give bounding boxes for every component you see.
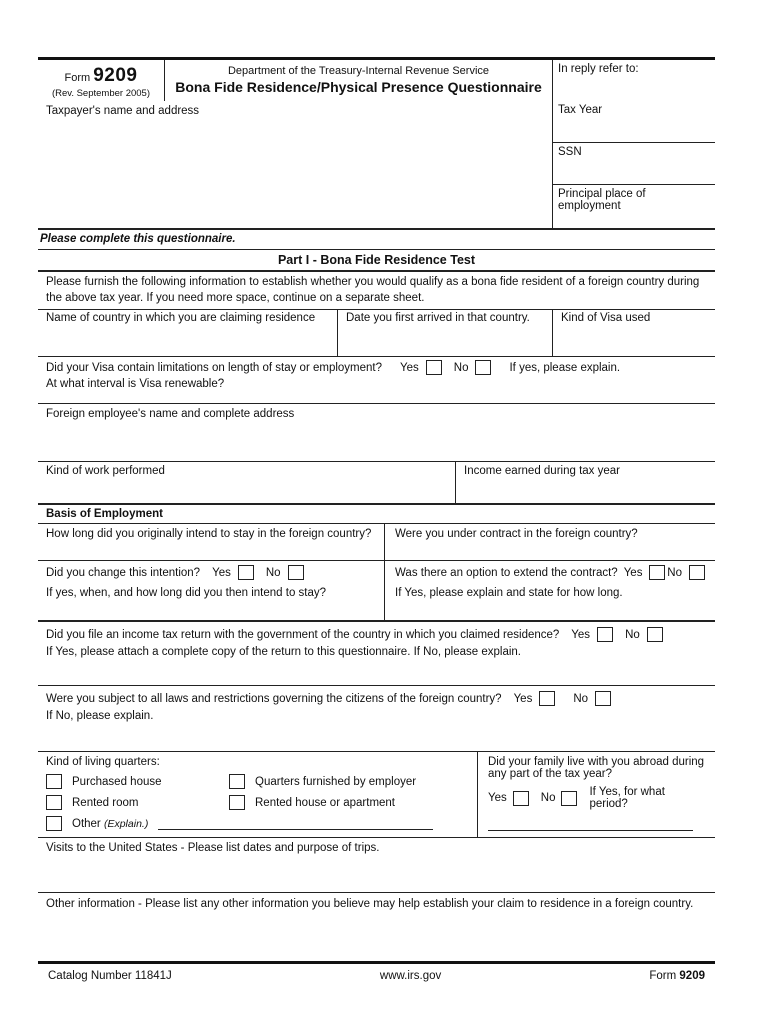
laws-no-checkbox[interactable] (595, 691, 611, 706)
laws-row (38, 686, 715, 752)
laws-yes-group (514, 691, 556, 706)
other-info-label: Other information - Please list any other information you believe may help establish your claim to residence in a foreign country. (46, 898, 694, 910)
change-no-checkbox[interactable] (288, 565, 304, 580)
catalog-number: Catalog Number 11841J (48, 970, 172, 982)
intend-contract-row (38, 524, 715, 561)
other-quarters-checkbox[interactable] (46, 816, 62, 831)
intro-paragraph: Please furnish the following information to establish whether you would qualify as a bona fide resident of a foreign country during the above tax year. If you need more space, continue on a separate sheet. (38, 272, 715, 310)
extend-contract-cell (385, 561, 715, 620)
under-contract-question: Were you under contract in the foreign country? (395, 528, 638, 540)
quarters-option-rented-room (46, 795, 229, 810)
taxpayer-label: Taxpayer's name and address (46, 105, 200, 117)
change-yes-label: Yes (212, 566, 231, 579)
quarters-furnished-label: Quarters furnished by employer (255, 775, 417, 788)
change-intention-question: Did you change this intention? (46, 566, 201, 579)
extend-contract-question: Was there an option to extend the contract? (395, 566, 618, 579)
form-number-box (38, 60, 165, 101)
living-quarters-row (38, 752, 715, 838)
extend-followup: If Yes, please explain and state for how long. (395, 587, 623, 599)
in-reply-box[interactable] (553, 60, 715, 101)
arrival-date-field[interactable] (338, 310, 553, 356)
tax-return-no-checkbox[interactable] (647, 627, 663, 642)
visits-field[interactable] (38, 838, 715, 893)
part1-heading: Part I - Bona Fide Residence Test (38, 250, 715, 272)
visa-no-label: No (453, 361, 469, 374)
extend-yes-checkbox[interactable] (649, 565, 665, 580)
quarters-option-rented-house (229, 795, 469, 810)
extend-no-checkbox[interactable] (689, 565, 705, 580)
work-kind-field[interactable] (38, 462, 456, 503)
tax-return-question: Did you file an income tax return with the government of the country in which you claimed residence? (46, 628, 560, 641)
tax-year-label: Tax Year (558, 104, 603, 116)
other-explain-note: (Explain.) (103, 817, 149, 830)
tax-return-followup: If Yes, please attach a complete copy of the return to this questionnaire. If No, please explain. (46, 646, 521, 658)
laws-no-group (573, 691, 611, 706)
laws-yes-label: Yes (513, 692, 533, 705)
family-yes-label: Yes (488, 792, 507, 804)
other-writein-line[interactable] (158, 818, 433, 830)
rented-room-checkbox[interactable] (46, 795, 62, 810)
in-reply-label: In reply refer to: (558, 63, 639, 75)
footer-form-number: Form 9209 (649, 970, 705, 982)
living-quarters-cell (38, 752, 478, 837)
visa-kind-field[interactable] (553, 310, 715, 356)
visa-renewable-question: At what interval is Visa renewable? (46, 378, 225, 390)
change-yes-group (212, 565, 254, 580)
income-field[interactable] (456, 462, 715, 503)
ssn-field[interactable] (553, 143, 715, 185)
form-number-line (38, 65, 164, 87)
visa-if-yes-note: If yes, please explain. (509, 361, 621, 374)
arrival-date-label: Date you first arrived in that country. (346, 312, 530, 324)
family-followup: If Yes, for what period? (589, 786, 665, 810)
quarters-furnished-checkbox[interactable] (229, 774, 245, 789)
under-contract-field[interactable] (385, 524, 715, 560)
complete-note: Please complete this questionnaire. (38, 230, 715, 250)
form-title: Bona Fide Residence/Physical Presence Questionnaire (175, 79, 542, 95)
tax-return-no-label: No (625, 628, 640, 641)
tax-return-yes-group (571, 627, 613, 642)
visa-yes-group (400, 360, 442, 375)
laws-yes-checkbox[interactable] (539, 691, 555, 706)
department-line: Department of the Treasury-Internal Revenue Service (227, 65, 490, 77)
taxpayer-block (38, 101, 715, 230)
change-yes-checkbox[interactable] (238, 565, 254, 580)
tax-return-yes-checkbox[interactable] (597, 627, 613, 642)
visa-limitations-row (38, 357, 715, 404)
rented-room-label: Rented room (72, 796, 139, 809)
visa-limitations-question: Did your Visa contain limitations on length of stay or employment? (46, 361, 383, 374)
change-extend-row (38, 561, 715, 622)
extend-yes-label: Yes (623, 566, 643, 579)
laws-no-label: No (573, 692, 589, 705)
family-no-checkbox[interactable] (561, 791, 577, 806)
laws-question: Were you subject to all laws and restrictions governing the citizens of the foreign country? (46, 692, 502, 705)
country-label: Name of country in which you are claiming residence (46, 312, 316, 324)
principal-employment-label: Principal place of employment (558, 188, 646, 212)
residence-row (38, 310, 715, 357)
extend-no-group (667, 565, 705, 580)
country-field[interactable] (38, 310, 338, 356)
visa-kind-label: Kind of Visa used (561, 312, 651, 324)
irs-website: www.irs.gov (379, 970, 442, 982)
tax-return-row (38, 622, 715, 686)
right-column (553, 101, 715, 228)
extend-yes-group (624, 565, 666, 580)
family-no-label: No (540, 792, 556, 804)
change-no-group (266, 565, 304, 580)
title-box (165, 60, 553, 101)
rented-house-label: Rented house or apartment (255, 796, 396, 809)
work-kind-label: Kind of work performed (46, 465, 165, 477)
extend-no-label: No (667, 566, 682, 579)
foreign-employee-label: Foreign employee's name and complete address (46, 408, 295, 420)
basis-heading: Basis of Employment (38, 505, 715, 524)
family-period-writein-line[interactable] (488, 819, 693, 831)
quarters-option-purchased (46, 774, 229, 789)
other-quarters-label: Other (Explain.) (72, 817, 149, 830)
quarters-option-furnished (229, 774, 469, 789)
family-question: Did your family live with you abroad during any part of the tax year? (488, 756, 705, 780)
form-header (38, 57, 715, 101)
purchased-house-label: Purchased house (72, 775, 162, 788)
tax-return-yes-label: Yes (571, 628, 591, 641)
principal-employment-field[interactable] (553, 185, 715, 228)
work-income-row (38, 462, 715, 505)
form-9209 (38, 57, 715, 982)
laws-followup: If No, please explain. (46, 710, 154, 722)
rented-house-checkbox[interactable] (229, 795, 245, 810)
form-number: 9209 (93, 65, 138, 86)
intend-stay-field[interactable] (38, 524, 385, 560)
tax-year-field[interactable] (553, 101, 715, 143)
family-yes-checkbox[interactable] (513, 791, 529, 806)
form-revision: (Rev. September 2005) (51, 88, 151, 99)
form-footer (38, 964, 715, 982)
quarters-option-other (46, 816, 469, 831)
tax-return-no-group (625, 627, 663, 642)
visa-no-group (454, 360, 492, 375)
income-label: Income earned during tax year (464, 465, 620, 477)
other-info-field[interactable] (38, 893, 715, 964)
visits-label: Visits to the United States - Please list dates and purpose of trips. (46, 842, 380, 854)
foreign-employee-field[interactable] (38, 404, 715, 462)
taxpayer-name-field[interactable] (38, 101, 553, 228)
visa-yes-label: Yes (400, 361, 419, 374)
visa-yes-checkbox[interactable] (426, 360, 442, 375)
purchased-house-checkbox[interactable] (46, 774, 62, 789)
family-cell (478, 752, 715, 837)
change-intention-cell (38, 561, 385, 620)
living-quarters-heading: Kind of living quarters: (46, 756, 160, 768)
form-label: Form (64, 72, 91, 84)
change-no-label: No (265, 566, 281, 579)
change-followup: If yes, when, and how long did you then intend to stay? (46, 587, 327, 599)
intend-stay-question: How long did you originally intend to stay in the foreign country? (46, 528, 372, 540)
visa-no-checkbox[interactable] (475, 360, 491, 375)
ssn-label: SSN (558, 146, 582, 158)
